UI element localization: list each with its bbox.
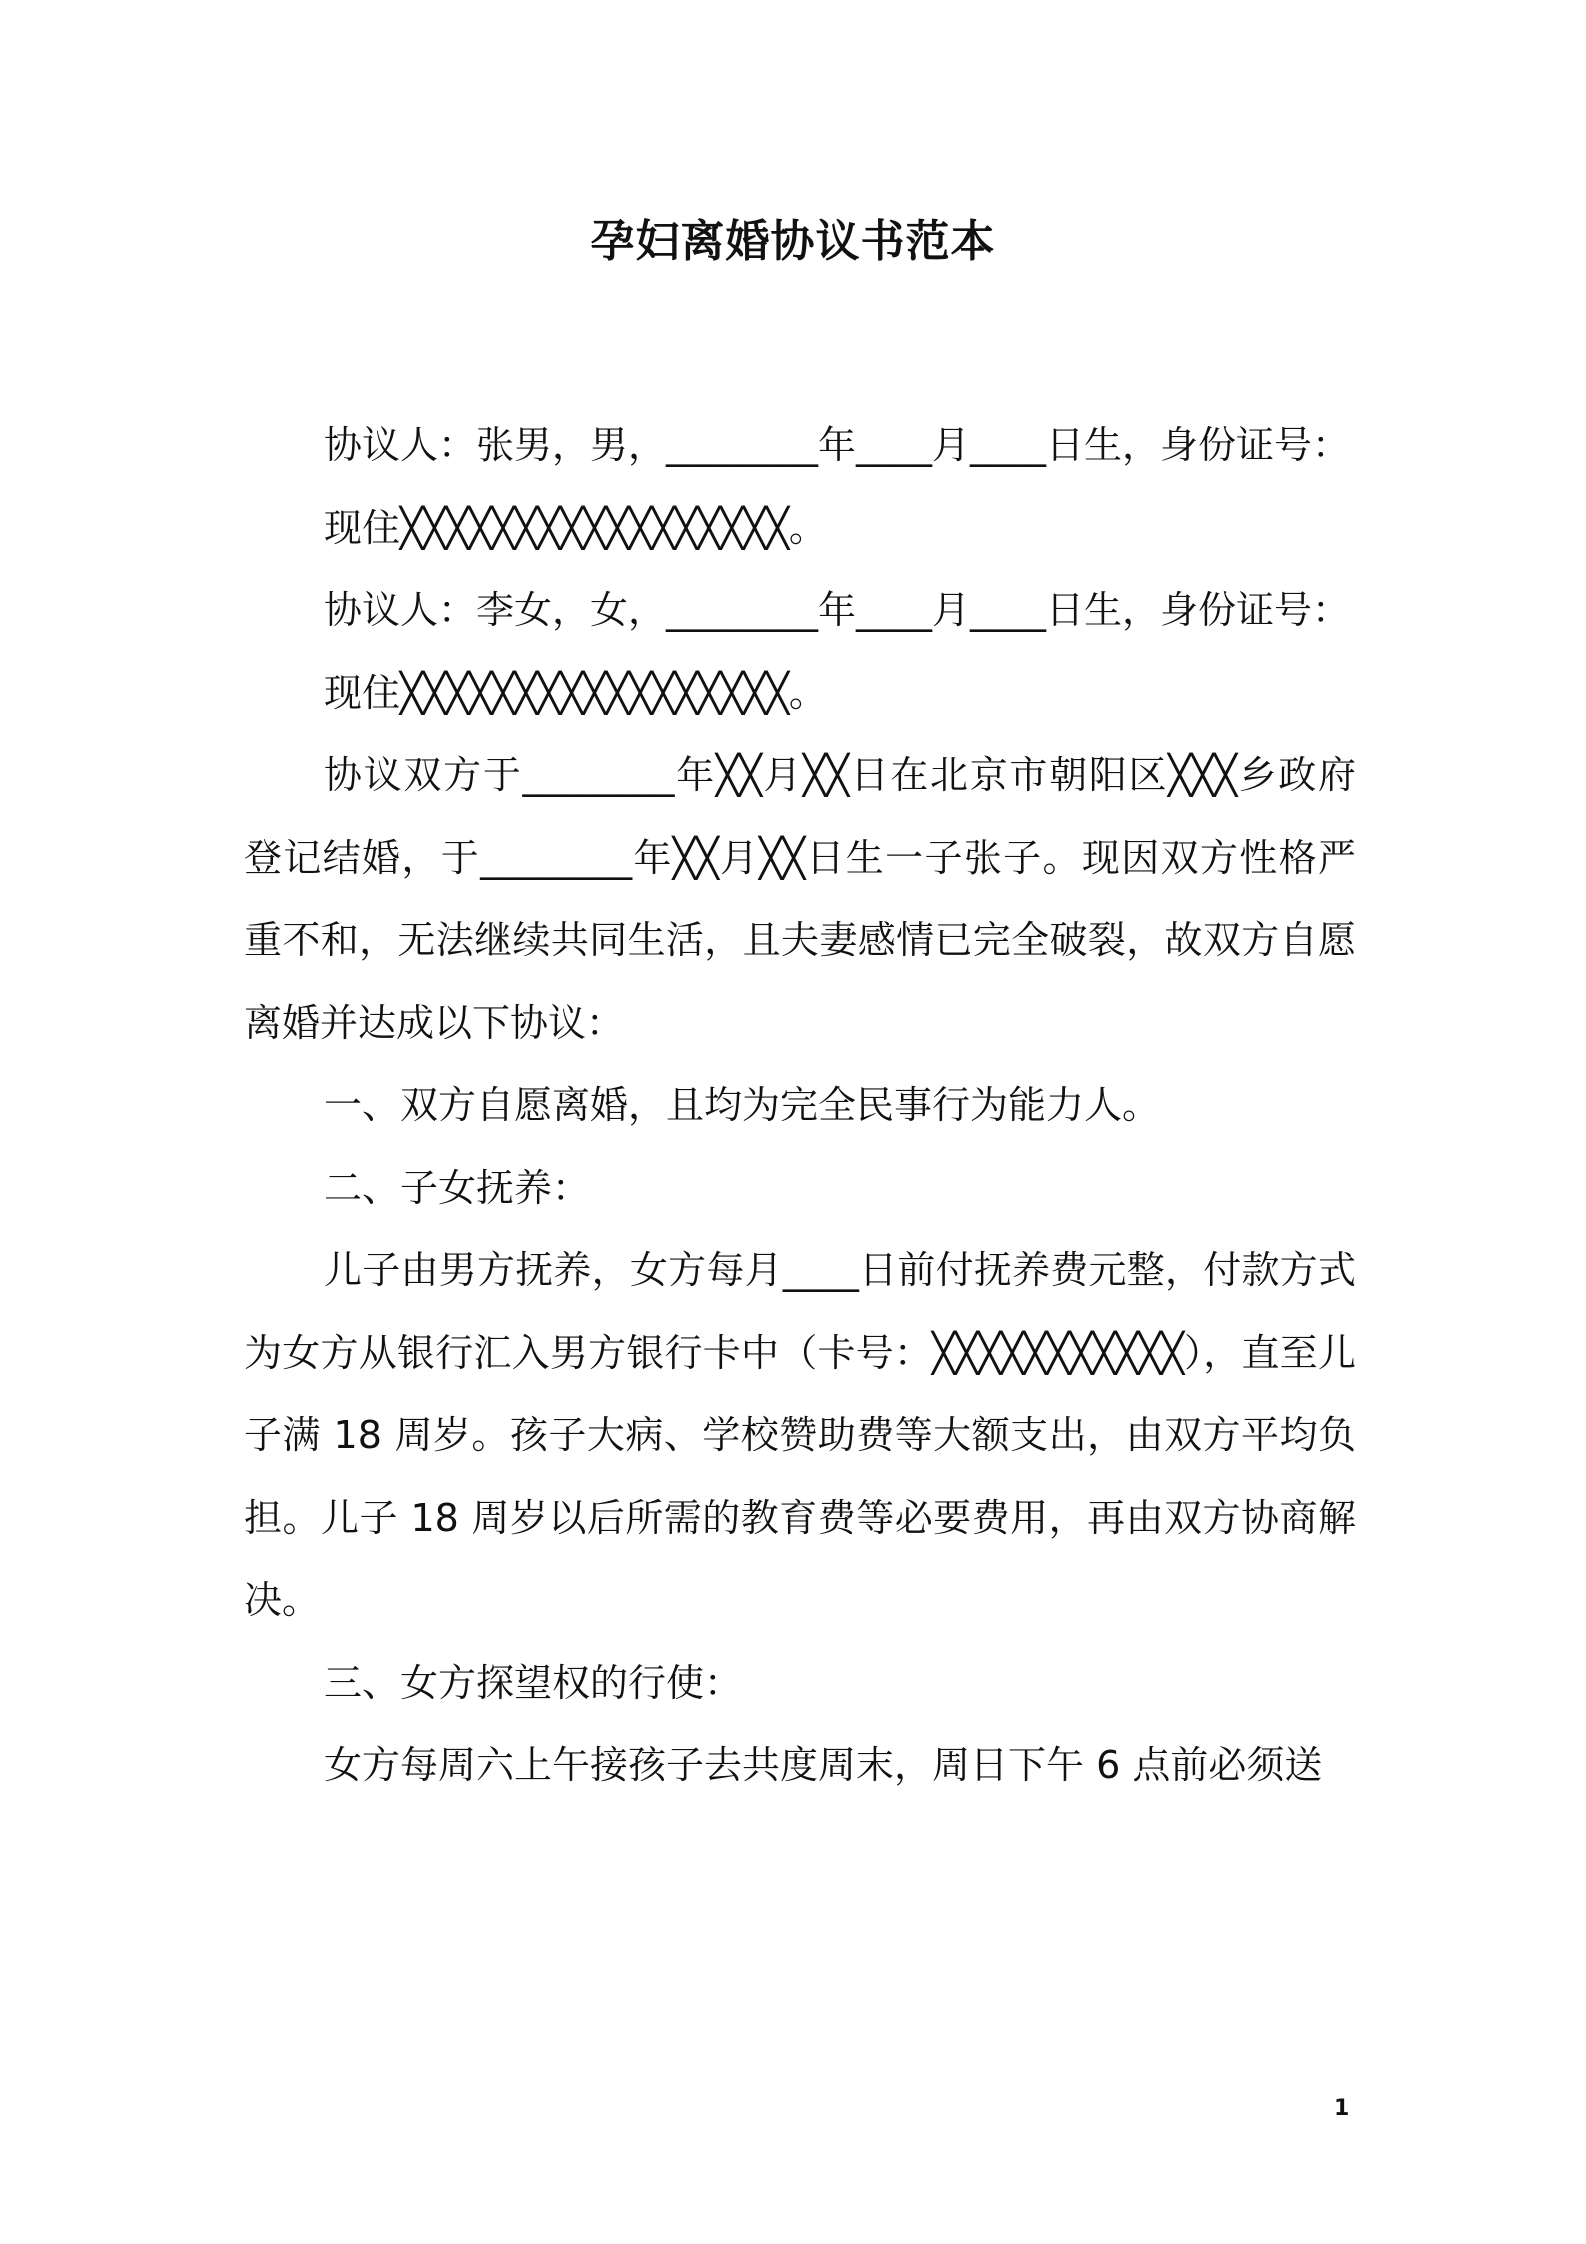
page-number: 1 — [1334, 2096, 1350, 2121]
paragraph-address-2: 现住╳╳╳╳╳╳╳╳╳╳╳╳╳╳╳╳╳。 — [324, 670, 827, 715]
paragraph-clause-1: 一、双方自愿离婚，且均为完全民事行为能力人。 — [324, 1083, 1161, 1127]
paragraph-party-1: 协议人：张男，男，________年____月____日生，身份证号： — [324, 423, 1351, 467]
paragraph-background: 协议双方于________年╳╳月╳╳日在北京市朝阳区╳╳╳乡政府登记结婚，于________年╳╳月╳╳日生一子张子。现因双方性格严重不和，无法继续共同生活，且夫妻感情已完全破裂，故双方自愿离婚并达成以下协议： — [244, 753, 1356, 1045]
document-title: 孕妇离婚协议书范本 — [590, 216, 996, 267]
paragraph-visitation: 女方每周六上午接孩子去共度周末，周日下午 6 点前必须送 — [324, 1743, 1323, 1787]
paragraph-clause-3-heading: 三、女方探望权的行使： — [324, 1660, 743, 1705]
paragraph-address-1: 现住╳╳╳╳╳╳╳╳╳╳╳╳╳╳╳╳╳。 — [324, 505, 827, 550]
paragraph-child-support: 儿子由男方抚养，女方每月____日前付抚养费元整，付款方式为女方从银行汇入男方银行卡中（卡号：╳╳╳╳╳╳╳╳╳╳╳），直至儿子满 18 周岁。孩子大病、学校赞助费等大额支出，由双方平均负担。儿子 18 周岁以后所需的教育费等必要费用，再由双方协商解决。 — [244, 1248, 1356, 1622]
paragraph-clause-2-heading: 二、子女抚养： — [324, 1165, 591, 1210]
document-body — [244, 404, 1356, 1807]
paragraph-party-2: 协议人：李女，女，________年____月____日生，身份证号： — [324, 588, 1351, 632]
